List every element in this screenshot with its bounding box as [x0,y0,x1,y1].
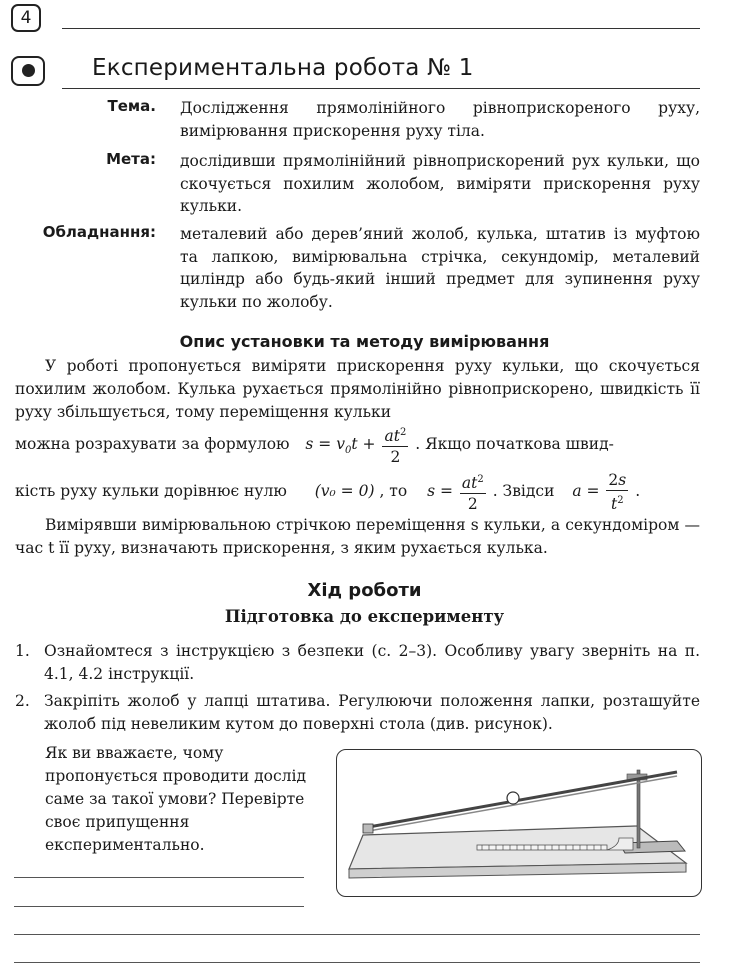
page-title: Експериментальна робота № 1 [92,55,474,81]
formula-fraction: $\frac{2s}{t^2}$ [608,471,627,514]
answer-line[interactable] [14,877,304,878]
step-text: Закріпіть жолоб у лапці штатива. Регулюючи положення лапки, розташуйте жолоб під невеликим кутом до поверхні стола (див. рисунок). [44,692,700,733]
page-number: 4 [11,4,41,32]
setup-paragraph: У роботі пропонується виміряти прискорення руху кульки, що скочується похилим жолобом. Кулька рухається прямолінійно рівноприскорено, швидкість її руху збільшується, тому переміщення кульки [15,357,700,421]
formula-fraction: $\frac{at^2}{2}$ [460,470,486,514]
formula-fraction: $\frac{at^2}{2}$ [382,423,408,467]
formula-line-2: кість руху кульки дорівнює нулю (v₀ = 0) , то s = $\frac{at^2}{2}$ . Звідси a = $\frac{2s}{t^2}$ . [15,471,641,514]
formula-then-text: . Звідси [492,482,555,501]
progress-heading: Хід роботи [307,580,422,601]
answer-line[interactable] [14,962,700,963]
definition-text: Дослідження прямолінійного рівноприскореного руху, вимірювання прискорення руху тіла. [180,99,700,140]
answer-line[interactable] [14,934,700,935]
measure-paragraph: Вимірявши вимірювальною стрічкою переміщення s кульки, а секундоміром — час t її руху, визначають прискорення, з яким рухається кулька. [15,516,700,557]
formula-simple: s = [427,482,453,501]
question-text: Як ви вважаєте, чому пропонується проводити дослід саме за такої умови? Перевірте своє припущення експериментально. [45,744,307,854]
inclined-groove-illustration [337,750,700,895]
setup-heading: Опис установки та методу вимірювання [179,332,550,351]
formula-lead-text: можна розрахувати за формулою [15,435,290,454]
formula-displacement: $s = v_0t$ + [305,435,376,457]
formula-line-1 [15,423,700,467]
step-number: 2. [15,692,30,710]
step-number: 1. [15,642,30,660]
definition-text: дослідивши прямолінійний рівноприскорений рух кульки, що скочується похилим жолобом, виміряти прискорення руху кульки. [180,152,700,215]
step-text: Ознайомтеся з інструкцією з безпеки (с. 2–3). Особливу увагу зверніть на п. 4.1, 4.2 інструкції. [44,642,700,683]
definition-label: Обладнання: [42,223,156,241]
section-marker-icon [11,56,45,86]
title-rule [62,88,700,89]
formula-acceleration: a = [572,482,600,501]
prep-heading: Підготовка до експерименту [224,607,505,626]
answer-line[interactable] [14,906,304,907]
formula-mid-text: , то [379,482,408,501]
definition-text: металевий або дерев’яний жолоб, кулька, штатив із муфтою та лапкою, вимірювальна стрічка, секундомір, металевий циліндр або будь-який інший предмет для зупинення руху кульки по жолобу. [180,225,700,311]
header-rule [62,28,700,29]
apparatus-figure [336,749,702,897]
formula-after-text: . Якщо початкова швид- [415,435,614,454]
definition-label: Мета: [106,150,156,168]
formula-condition: (v₀ = 0) [314,482,375,501]
definition-label: Тема. [107,97,156,115]
formula-lead-text: кість руху кульки дорівнює нулю [15,482,287,501]
